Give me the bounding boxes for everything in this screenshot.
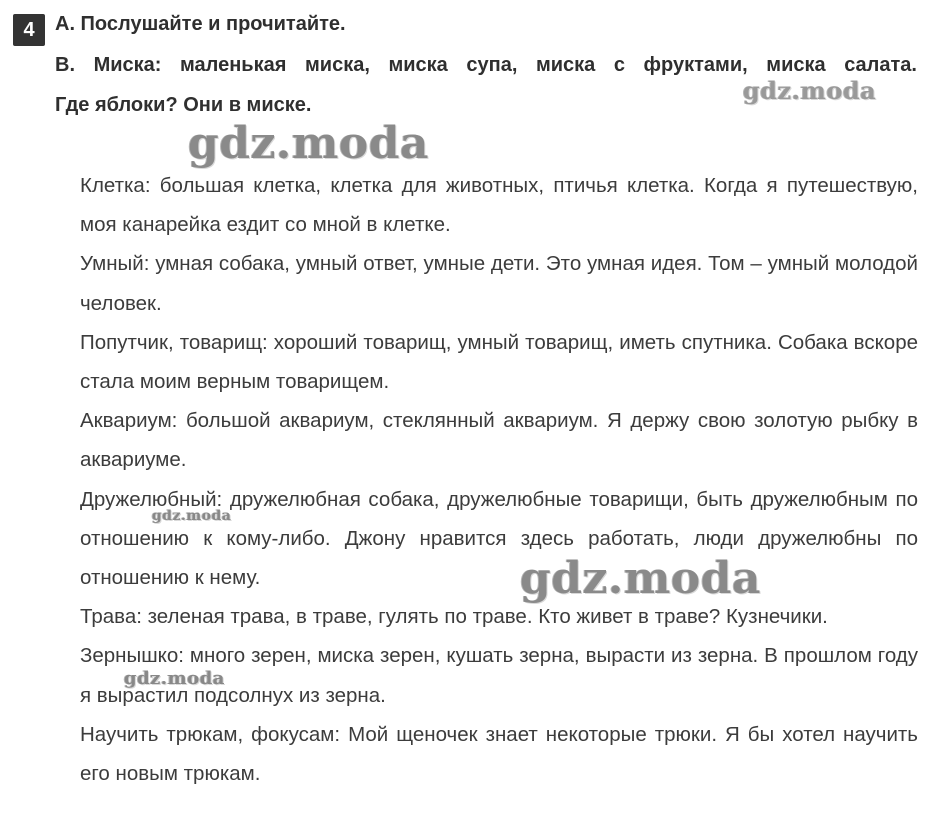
paragraph-tricks: Научить трюкам, фокусам: Мой щеночек знает некоторые трюки. Я бы хотел научить его новым трюкам. (80, 722, 918, 786)
vocabulary-text (80, 166, 918, 793)
watermark: gdz.moda (743, 76, 877, 105)
paragraph-cage: Клетка: большая клетка, клетка для животных, птичья клетка. Когда я путешествую, моя канарейка ездит со мной в клетке. (80, 174, 918, 237)
watermark: gdz.moda (520, 553, 762, 604)
paragraph-companion: Попутчик, товарищ: хороший товарищ, умный товарищ, иметь спутника. Собака вскоре стала моим верным товарищем. (80, 330, 918, 394)
exercise-part-b-question: Где яблоки? Они в миске. (55, 94, 312, 116)
paragraph-clever: Умный: умная собака, умный ответ, умные дети. Это умная идея. Том – умный молодой человек. (80, 252, 918, 315)
paragraph-friendly: Дружелюбный: дружелюбная собака, дружелюбные товарищи, быть дружелюбным по отношению к кому-либо. Джону нравится здесь работать, люди дружелюбны по отношению к нему. (80, 487, 918, 590)
exercise-number-badge: 4 (13, 14, 45, 46)
watermark: gdz.moda (124, 668, 225, 689)
paragraph-grass: Трава: зеленая трава, в траве, гулять по траве. Кто живет в траве? Кузнечики. (80, 605, 828, 629)
paragraph-seed: Зернышко: много зерен, миска зерен, кушать зерна, вырасти из зерна. В прошлом году я вырастил подсолнух из зерна. (80, 644, 918, 707)
exercise-part-a: А. Послушайте и прочитайте. (55, 13, 346, 35)
exercise-part-b: В. Миска: маленькая миска, миска супа, миска с фруктами, миска салата. (55, 54, 917, 76)
watermark: gdz.moda (152, 508, 232, 524)
watermark: gdz.moda (188, 118, 430, 169)
paragraph-aquarium: Аквариум: большой аквариум, стеклянный аквариум. Я держу свою золотую рыбку в аквариуме. (80, 409, 918, 472)
